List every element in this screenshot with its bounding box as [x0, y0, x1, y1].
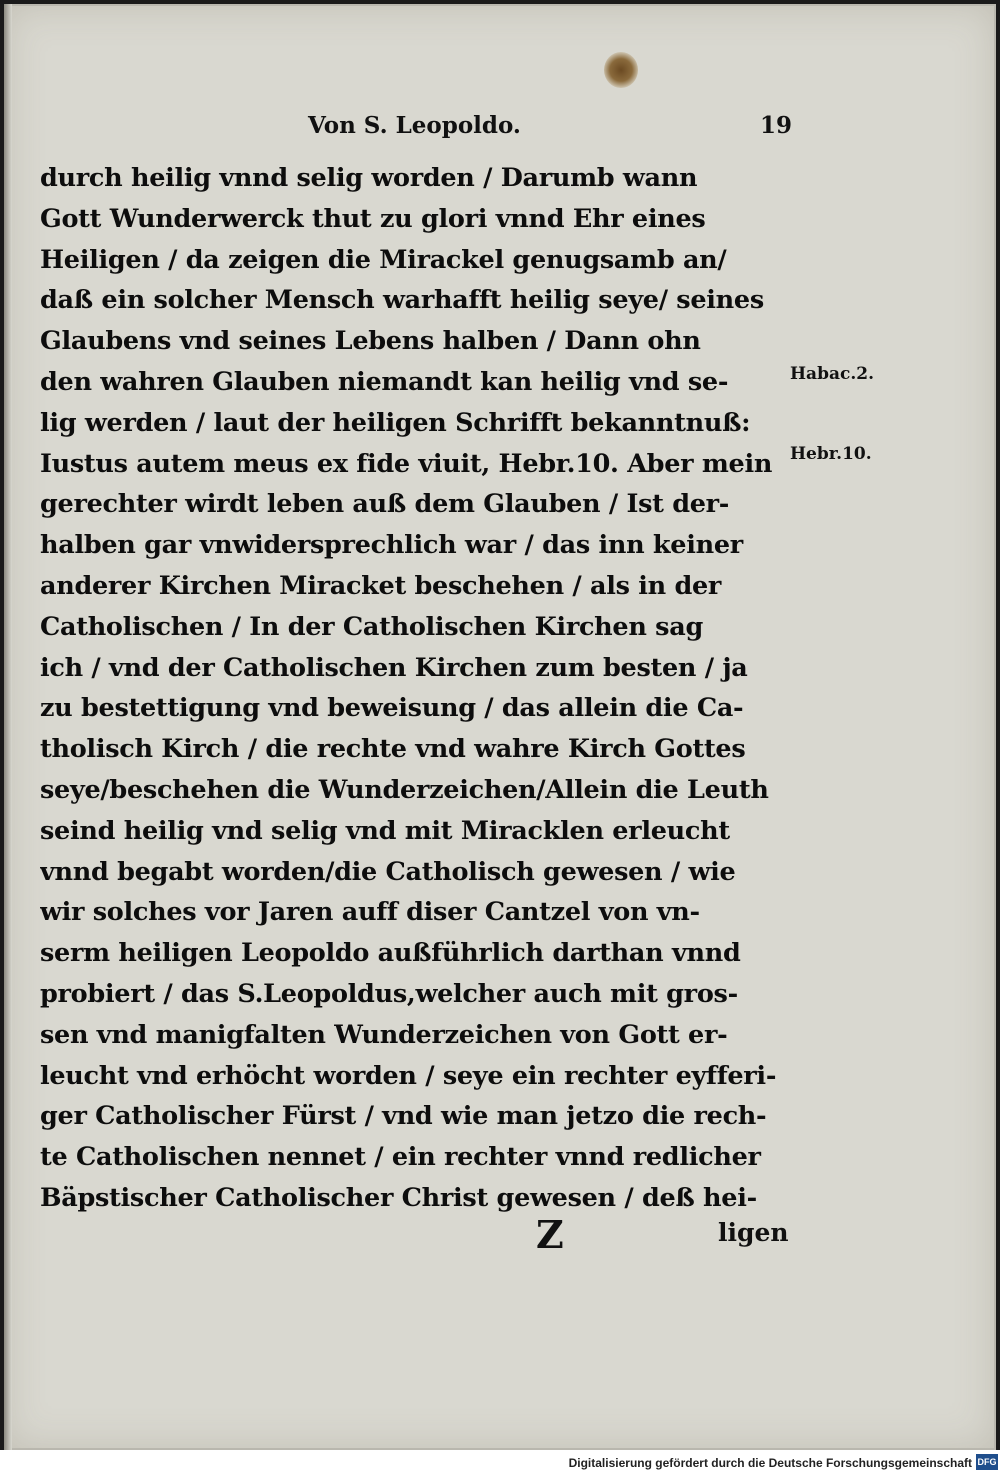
- signature-mark: Z: [536, 1212, 564, 1257]
- text-line: lig werden / laut der heiligen Schrifft bekanntnuß:: [40, 407, 751, 438]
- text-line: seind heilig vnd selig vnd mit Miracklen erleucht: [40, 815, 730, 846]
- text-line: Glaubens vnd seines Lebens halben / Dann ohn: [40, 326, 701, 357]
- text-line: anderer Kirchen Miracket beschehen / als in der: [40, 570, 722, 601]
- text-line: durch heilig vnnd selig worden / Darumb wann: [40, 163, 698, 193]
- body-text: [40, 158, 800, 1219]
- footer-bar: [0, 1450, 1000, 1476]
- text-line: Iustus autem meus ex fide viuit, Hebr.10. Aber mein: [40, 448, 773, 479]
- text-line: sen vnd manigfalten Wunderzeichen von Gott er-: [40, 1019, 728, 1050]
- text-line: daß ein solcher Mensch warhafft heilig seye/ seines: [40, 285, 764, 316]
- text-line: Bäpstischer Catholischer Christ gewesen / deß hei-: [40, 1182, 757, 1213]
- running-title: Von S. Leopoldo.: [308, 112, 521, 139]
- text-line: zu bestettigung vnd beweisung / das allein die Ca-: [40, 693, 744, 724]
- text-line: tholisch Kirch / die rechte vnd wahre Kirch Gottes: [40, 734, 746, 765]
- text-line: vnnd begabt worden/die Catholisch gewesen / wie: [40, 856, 736, 887]
- page-number: 19: [760, 112, 793, 139]
- text-line: probiert / das S.Leopoldus,welcher auch mit gros-: [40, 978, 738, 1009]
- text-line: wir solches vor Jaren auff diser Cantzel von vn-: [40, 897, 700, 928]
- text-line: Gott Wunderwerck thut zu glori vnnd Ehr eines: [40, 203, 706, 234]
- page-edge: [4, 4, 12, 1450]
- text-line: Catholischen / In der Catholischen Kirchen sag: [40, 611, 703, 642]
- margin-note: Habac.2.: [790, 364, 874, 384]
- margin-note: Hebr.10.: [790, 444, 872, 464]
- dfg-logo-icon: DFG: [976, 1454, 998, 1470]
- text-line: den wahren Glauben niemandt kan heilig vnd se-: [40, 366, 729, 397]
- text-line: Heiligen / da zeigen die Mirackel genugsamb an/: [40, 244, 727, 275]
- text-line: seye/beschehen die Wunderzeichen/Allein die Leuth: [40, 774, 769, 805]
- text-line: serm heiligen Leopoldo außführlich darthan vnnd: [40, 938, 741, 969]
- text-line: ich / vnd der Catholischen Kirchen zum besten / ja: [40, 652, 748, 683]
- text-line: ger Catholischer Fürst / vnd wie man jetzo die rech-: [40, 1101, 767, 1132]
- text-line: gerechter wirdt leben auß dem Glauben / Ist der-: [40, 489, 730, 520]
- text-line: leucht vnd erhöcht worden / seye ein rechter eyfferi-: [40, 1060, 777, 1091]
- ink-stain: [604, 52, 638, 88]
- text-line: te Catholischen nennet / ein rechter vnnd redlicher: [40, 1142, 761, 1173]
- running-head: [40, 112, 800, 144]
- footer-credit: Digitalisierung gefördert durch die Deutsche Forschungsgemeinschaft: [568, 1456, 972, 1470]
- text-line: halben gar vnwidersprechlich war / das inn keiner: [40, 530, 743, 561]
- catchword: ligen: [718, 1218, 789, 1247]
